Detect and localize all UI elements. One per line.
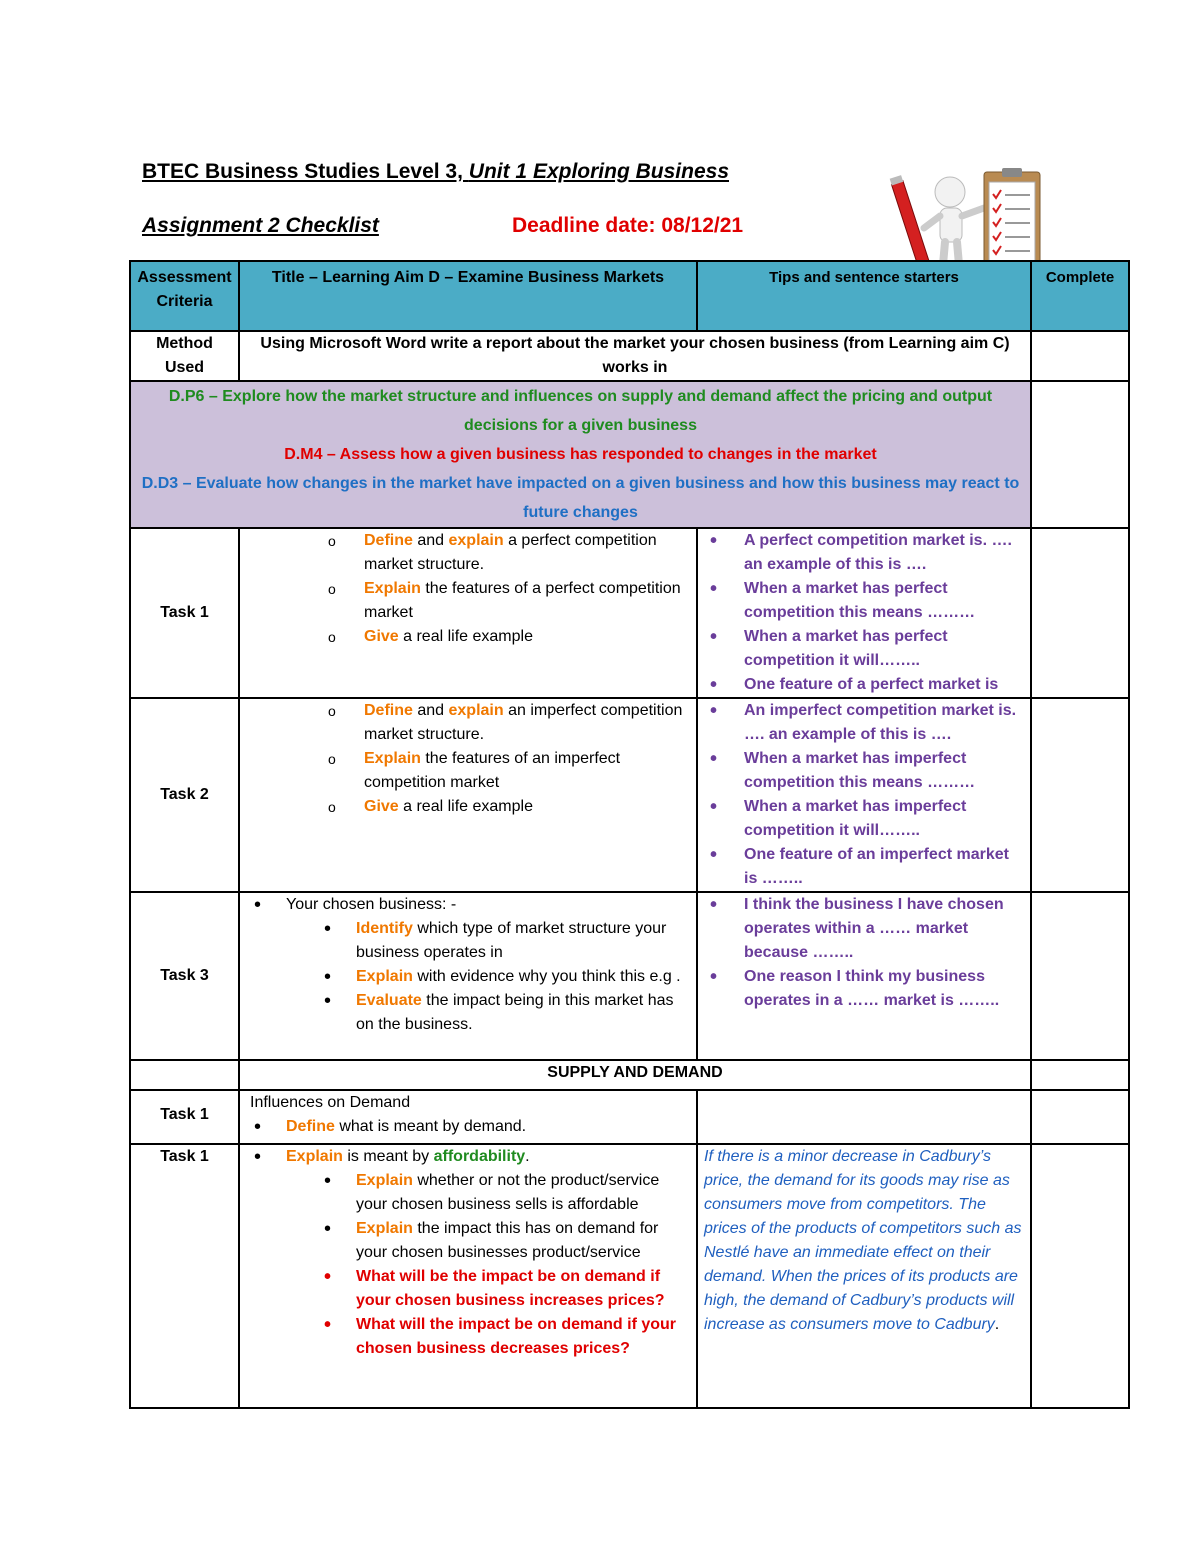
task1-tips [697,528,1031,698]
task5-instructions [239,1144,697,1408]
header-tips: Tips and sentence starters [697,261,1031,331]
task4-row [130,1090,1129,1144]
method-label: Method Used [130,331,239,381]
list-item: • When a market has perfect competition this means ……… [704,577,1024,625]
list-item: • A perfect competition market is. …. an example of this is …. [704,529,1024,577]
list-item: • Identify which type of market structure your business operates in [246,917,690,965]
list-item: • When a market has imperfect competition this means ……… [704,747,1024,795]
supply-demand-row [130,1060,1129,1090]
list-item: • Evaluate the impact being in this market has on the business. [246,989,690,1037]
list-item: • I think the business I have chosen operates within a …… market because …….. [704,893,1024,965]
list-item: o Define and explain a perfect competition market structure. [246,529,690,577]
list-item: o Define and explain an imperfect competition market structure. [246,699,690,747]
list-item: • When a market has imperfect competition it will…….. [704,795,1024,843]
task5-label: Task 1 [130,1144,239,1408]
task2-tips [697,698,1031,892]
list-item: • Your chosen business: - [246,893,690,917]
task2-row [130,698,1129,892]
list-item: • What will be the impact be on demand if your chosen business increases prices? [246,1265,690,1313]
empty-cell [697,1090,1031,1144]
task2-complete-cell [1031,698,1129,892]
task4-instructions [239,1090,697,1144]
list-item: • When a market has perfect competition it will…….. [704,625,1024,673]
list-item: • Explain whether or not the product/service your chosen business sells is affordable [246,1169,690,1217]
list-item: • One feature of a perfect market is [704,673,1024,697]
header-title: Title – Learning Aim D – Examine Business Markets [239,261,697,331]
task5-row [130,1144,1129,1408]
task1-complete-cell [1031,528,1129,698]
method-text: Using Microsoft Word write a report about the market your chosen business (from Learning aim C) works in [239,331,1031,381]
task5-complete-cell [1031,1144,1129,1408]
task1-row [130,528,1129,698]
list-item: o Explain the features of an imperfect competition market [246,747,690,795]
list-item: • Explain with evidence why you think this e.g . [246,965,690,989]
aim-m4: D.M4 – Assess how a given business has responded to changes in the market [284,446,877,463]
list-item: o Explain the features of a perfect competition market [246,577,690,625]
demand-heading: Influences on Demand [250,1094,411,1111]
aims-row [130,381,1129,528]
header-criteria: Assessment Criteria [130,261,239,331]
document-title: BTEC Business Studies Level 3, Unit 1 Exploring Business [142,160,729,183]
assignment-title: Assignment 2 Checklist [142,214,379,237]
task3-instructions [239,892,697,1060]
list-item: • Explain the impact this has on demand for your chosen businesses product/service [246,1217,690,1265]
method-row [130,331,1129,381]
task1-instructions [239,528,697,698]
list-item: • One reason I think my business operates in a …… market is …….. [704,965,1024,1013]
header-row [130,261,1129,331]
task5-example: If there is a minor decrease in Cadbury’s price, the demand for its goods may rise as consumers move from competitors. The prices of the products of competitors such as Nestlé have an immediate effect on their demand. When the prices of its products are high, the demand of Cadbury’s products will increase as consumers move to Cadbury. [697,1144,1031,1408]
empty-cell [130,1060,239,1090]
task2-instructions [239,698,697,892]
task3-row [130,892,1129,1060]
aim-d3: D.D3 – Evaluate how changes in the market have impacted on a given business and how this business may react to future changes [141,475,1020,521]
aim-p6: D.P6 – Explore how the market structure and influences on supply and demand affect the pricing and output decisions for a given business [168,388,993,434]
method-complete-cell [1031,331,1129,381]
task2-label: Task 2 [130,698,239,892]
list-item: • One feature of an imperfect market is …….. [704,843,1024,891]
list-item: • An imperfect competition market is. …. an example of this is …. [704,699,1024,747]
deadline-date: Deadline date: 08/12/21 [512,214,744,237]
task3-label: Task 3 [130,892,239,1060]
list-item: • Explain is meant by affordability. [246,1145,690,1169]
task1-label: Task 1 [130,528,239,698]
aims-complete-cell [1031,381,1129,528]
list-item: • Define what is meant by demand. [246,1115,690,1139]
header-complete: Complete [1031,261,1129,331]
supply-demand-heading: SUPPLY AND DEMAND [239,1060,1031,1090]
task3-tips [697,892,1031,1060]
list-item: • What will the impact be on demand if your chosen business decreases prices? [246,1313,690,1361]
empty-cell [1031,1060,1129,1090]
list-item: o Give a real life example [246,625,690,649]
list-item: o Give a real life example [246,795,690,819]
task3-complete-cell [1031,892,1129,1060]
task4-label: Task 1 [130,1090,239,1144]
checklist-table [129,260,1130,1409]
empty-cell [1031,1090,1129,1144]
learning-aims [130,381,1031,528]
